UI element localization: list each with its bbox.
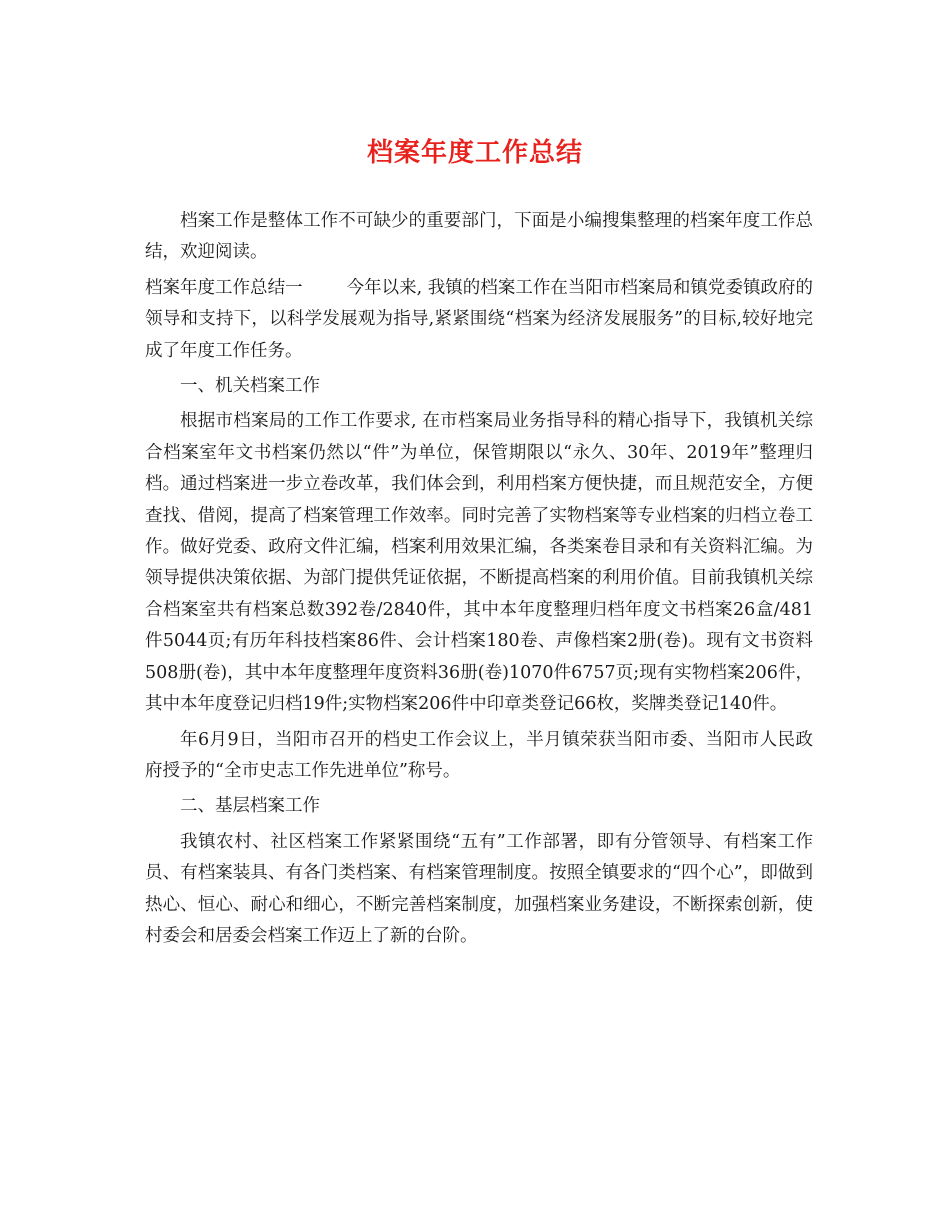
section1-paragraph-1: 根据市档案局的工作工作要求, 在市档案局业务指导科的精心指导下，我镇机关综合档案室年文书档案仍然以“件”为单位，保管期限以“永久、30年、2019年”整理归档。通过档案进一步立卷改革，我们体会到，利用档案方便快捷，而且规范安全，方便查找、借阅，提高了档案管理工作效率。同时完善了实物档案等专业档案的归档立卷工作。做好党委、政府文件汇编，档案利用效果汇编，各类案卷目录和有关资料汇编。为领导提供决策依据、为部门提供凭证依据，不断提高档案的利用价值。目前我镇机关综合档案室共有档案总数392卷/2840件，其中本年度整理归档年度文书档案26盒/481件5044页;有历年科技档案86件、会计档案180卷、声像档案2册(卷)。现有文书资料508册(卷)，其中本年度整理年度资料36册(卷)1070件6757页;现有实物档案206件，其中本年度登记归档19件;实物档案206件中印章类登记66枚，奖牌类登记140件。 (145, 411, 813, 715)
part1-label: 档案年度工作总结一 (145, 277, 303, 298)
part1-text: 今年以来, 我镇的档案工作在当阳市档案局和镇党委镇政府的领导和支持下，以科学发展观为指导,紧紧围绕“档案为经济发展服务”的目标,较好地完成了年度工作任务。 (145, 277, 813, 361)
intro-paragraph: 档案工作是整体工作不可缺少的重要部门，下面是小编搜集整理的档案年度工作总结，欢迎阅读。 (145, 211, 813, 263)
document-title: 档案年度工作总结 (366, 138, 583, 168)
section2-heading: 二、基层档案工作 (180, 796, 320, 817)
part1-paragraph (145, 273, 813, 367)
section2-paragraph-1: 我镇农村、社区档案工作紧紧围绕“五有”工作部署，即有分管领导、有档案工作员、有档案装具、有各门类档案、有档案管理制度。按照全镇要求的“四个心”，即做到热心、恒心、耐心和细心，不断完善档案制度，加强档案业务建设，不断探索创新，使村委会和居委会档案工作迈上了新的台阶。 (145, 831, 813, 946)
document-body (145, 206, 813, 956)
section1-paragraph-2: 年6月9日，当阳市召开的档史工作会议上，半月镇荣获当阳市委、当阳市人民政府授予的“全市史志工作先进单位”称号。 (145, 729, 813, 781)
section1-heading: 一、机关档案工作 (180, 376, 320, 397)
